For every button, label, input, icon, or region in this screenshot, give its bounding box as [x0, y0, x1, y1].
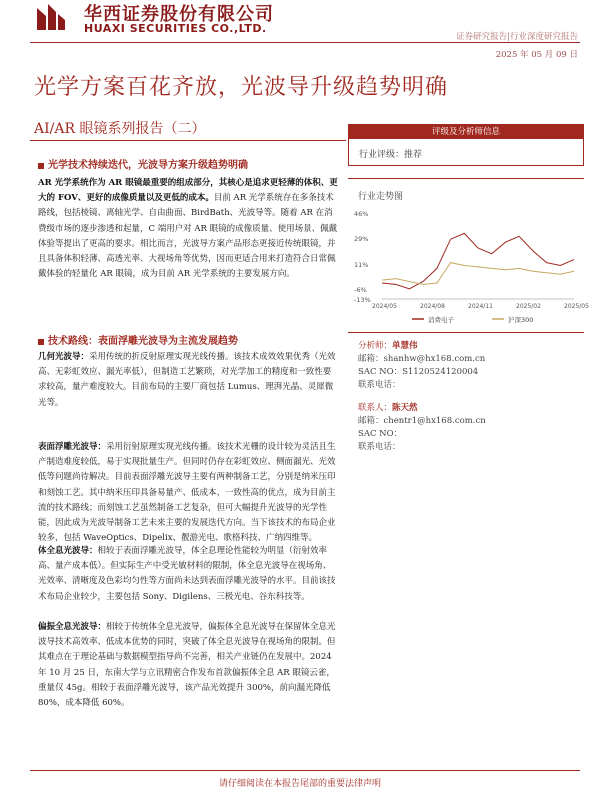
page-header: [0, 0, 600, 60]
series-line-1: [382, 233, 574, 288]
x-tick-label: 2024/05: [372, 303, 397, 310]
y-tick-label: 29%: [354, 234, 369, 243]
y-tick-label: 11%: [354, 261, 369, 270]
analyst-block-2: [358, 402, 486, 454]
footer-divider: [30, 770, 580, 771]
summary-paragraph: [38, 176, 338, 282]
trend-chart-panel: [348, 178, 589, 328]
contact-phone: 联系电话：: [358, 442, 401, 452]
analyst-block-1: [358, 340, 485, 392]
trend-chart: [348, 203, 589, 329]
title-divider: [30, 140, 346, 141]
analyst-sac: SAC NO：S1120524120004: [358, 367, 479, 377]
chart-title: 行业走势图: [358, 192, 404, 202]
series-line-2: [382, 263, 574, 285]
geometric-waveguide-paragraph: 几何光波导：采用传统的折反射原理实现光线传播。该技术成效效果优秀（光效高、无彩虹效应、漏光率低），但制造工艺繁琐，对光学加工的精度和一致性要求较高，量产难度较大。目前布局的主要厂商包括 Lumus、理湃光晶、灵犀微光等。: [38, 352, 336, 408]
rating-box: [348, 124, 584, 166]
y-tick-label: -6%: [354, 285, 367, 294]
huaxi-logo-icon: [34, 2, 68, 32]
company-name-en: HUAXI SECURITIES CO.,LTD.: [84, 22, 267, 35]
x-tick-label: 2024/11: [468, 303, 493, 310]
analyst-name: 单慧伟: [392, 341, 418, 351]
report-type: 证券研究报告|行业深度研究报告: [456, 32, 578, 42]
y-tick-label: 46%: [354, 210, 369, 218]
bullet-icon: [38, 163, 44, 169]
analyst-label: 分析师：: [358, 341, 393, 351]
report-date: 2025 年 05 月 09 日: [495, 50, 578, 60]
contact-name: 陈天然: [392, 403, 418, 413]
analyst-email[interactable]: 邮箱：shanhw@hx168.com.cn: [358, 354, 486, 364]
x-tick-label: 2025/05: [564, 303, 589, 310]
polarization-waveguide-paragraph: 偏振全息光波导：相较于传统体全息光波导，偏振体全息光波导在保留体全息光波导技术高效率、低成本优势的同时，突破了体全息光波导在视场角的限制。但其难点在于理论基础与数据模型指导尚不完善，相关产业链仍在发展中。2024 年 10 月 25 日，东南大学与立讯精密合作发布首款偏振体全息 AR 眼镜云雀，重量仅 45g。相较于表面浮雕光波导，该产品光效提升 300%，前向漏光降低 80%，成本降低 60%。: [38, 622, 336, 709]
x-tick-label: 2025/02: [516, 303, 541, 310]
contact-label: 联系人：: [358, 403, 393, 413]
industry-rating: 行业评级：推荐: [359, 150, 423, 160]
section-heading-1: 光学技术持续迭代，光波导方案升级趋势明确: [38, 156, 248, 171]
bullet-icon: [38, 339, 44, 345]
x-tick-label: 2024/08: [420, 303, 445, 310]
company-name-cn: 华西证券股份有限公司: [84, 4, 274, 25]
chart-divider: [348, 332, 584, 333]
rating-box-header: 评级及分析师信息: [349, 125, 583, 139]
summary-text: 目前 AR 光学系统存在多条技术路线，包括棱镜、离轴光学、自由曲面、BirdBath、光波导等。随着 AR 在消费级市场的逐步渗透和起量，C 端用户对 AR 眼镜的成像质量、使用场景、佩戴体验等提出了更高的要求。相比而言，光波导方案产品形态更接近传统眼镜，并且具备体积轻薄、高透光率、大视场角等优势，因而更适合用来打造符合日常佩戴体验的轻量化 AR 眼镜，成为目前 AR 光学系统的主要发展方向。: [38, 193, 338, 280]
legend-label: 消费电子: [428, 316, 454, 324]
contact-email[interactable]: 邮箱：chentr1@hx168.com.cn: [358, 416, 486, 426]
summary-bold: AR 光学系统作为 AR 眼镜最重要的组成部分，其核心是追求更轻薄的体积、更大的 FOV、更好的成像质量以及更低的成本。: [38, 178, 338, 204]
analyst-phone: 联系电话：: [358, 380, 401, 390]
contact-sac: SAC NO：: [358, 429, 403, 439]
series-title: AI/AR 眼镜系列报告（二）: [34, 121, 206, 137]
y-tick-label: -13%: [354, 296, 371, 304]
header-divider: [30, 42, 580, 43]
report-title: 光学方案百花齐放，光波导升级趋势明确: [34, 75, 449, 100]
legal-notice: 请仔细阅读在本报告尾部的重要法律声明: [218, 779, 381, 789]
holographic-waveguide-paragraph: 体全息光波导：相较于表面浮雕光波导，体全息理论性能较为明显（衍射效率高、量产成本低）。但实际生产中受光敏材料的限制，体全息光波导在视场角、光效率、清晰度及色彩均匀性等方面尚未达到表面浮雕光波导的水平。目前该技术布局企业较少，主要包括 Sony、Digilens、三极光电、谷东科技等。: [38, 546, 336, 602]
surface-relief-waveguide-paragraph: 表面浮雕光波导：采用衍射原理实现光线传播。该技术光栅的设计较为灵活且生产制造难度较低，易于实现批量生产。但同时仍存在彩虹效应、侧面漏光、光效低等问题尚待解决。目前表面浮雕光波导主要有两种制备工艺，分别是纳米压印和刻蚀工艺。其中纳米压印具备易量产、低成本、一致性高的优点，成为目前主流的技术路线；而刻蚀工艺虽然制备工艺复杂，但可大幅提升光波导的光学性能，因此成为光波导制备工艺未来主要的发展迭代方向。当下该技术的布局企业较多，包括 WaveOptics、Dipelix、靓游光电、歌格科技、广纳四维等。: [38, 442, 336, 544]
legend-label: 沪深300: [508, 316, 534, 324]
section-heading-2: 技术路线：表面浮雕光波导为主流发展趋势: [38, 332, 238, 347]
